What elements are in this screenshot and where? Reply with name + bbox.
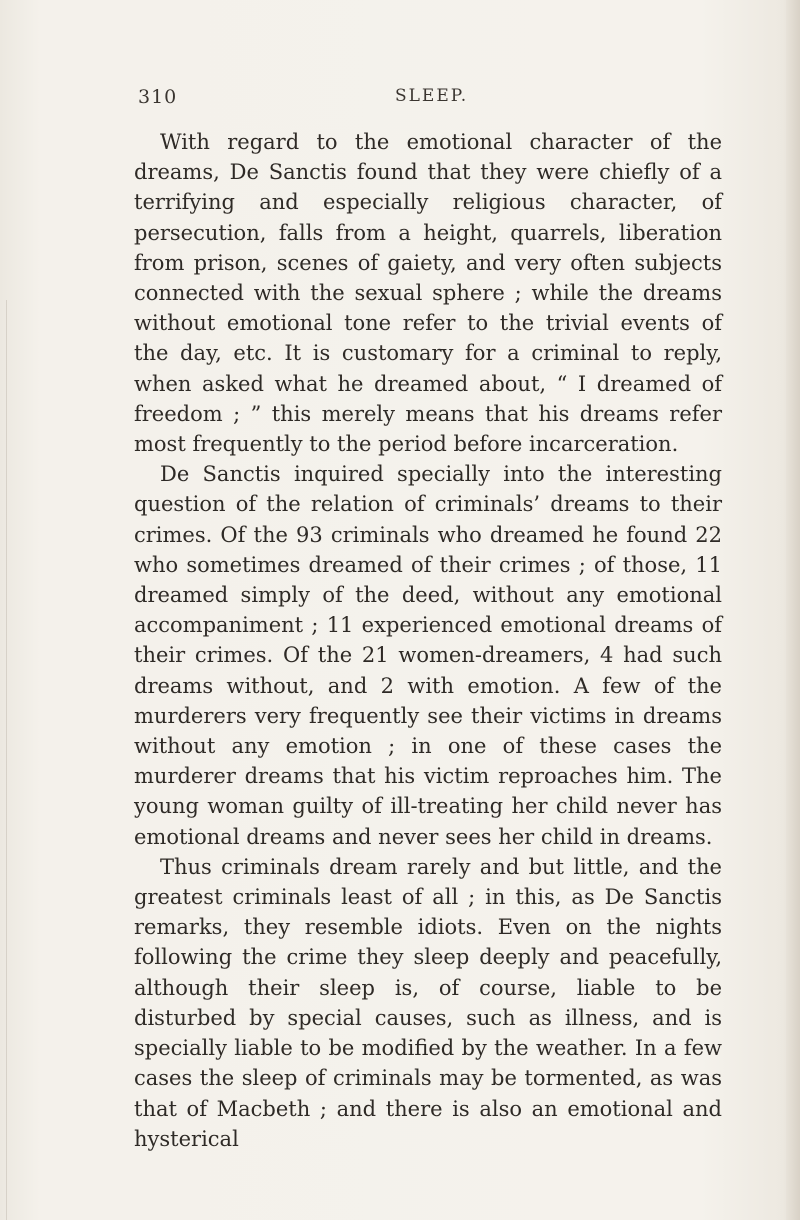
body-text: [134, 127, 722, 1154]
page-header: [138, 86, 718, 112]
running-head: SLEEP.: [395, 86, 469, 106]
paragraph-criminals-dream-rarely: Thus criminals dream rarely and but little, and the greatest criminals least of all ; in this, as De Sanctis remarks, they resemble idiots. Even on the nights following the crime they sleep deeply and peacefully, although their sleep is, of course, liable to be disturbed by special causes, such as illness, and is specially liable to be modified by the weather. In a few cases the sleep of criminals may be tormented, as was that of Macbeth ; and there is also an emotional and hysterical: [134, 854, 722, 1151]
page-edge: [786, 0, 800, 1220]
page-number: 310: [138, 86, 178, 108]
paragraph-dreams-of-crimes: De Sanctis inquired specially into the interesting question of the relation of criminals’ dreams to their crimes. Of the 93 criminals who dreamed he found 22 who sometimes dreamed of their crimes ; of those, 11 dreamed simply of the deed, without any emotional accompaniment ; 11 experienced emotional dreams of their crimes. Of the 21 women-dreamers, 4 had such dreams without, and 2 with emotion. A few of the murderers very frequently see their victims in dreams without any emotion ; in one of these cases the murderer dreams that his victim reproaches him. The young woman guilty of ill-treating her child never has emotional dreams and never sees her child in dreams.: [134, 462, 722, 849]
page-gutter-line: [6, 300, 7, 1220]
paragraph-emotional-character: With regard to the emotional character of the dreams, De Sanctis found that they were chiefly of a terrifying and especially religious character, of persecution, falls from a height, quarrels, liberation from prison, scenes of gaiety, and very often subjects connected with the sexual sphere ; while the dreams without emotional tone refer to the trivial events of the day, etc. It is customary for a criminal to reply, when asked what he dreamed about, “ I dreamed of freedom ; ” this merely means that his dreams refer most frequently to the period before incarceration.: [134, 130, 722, 457]
